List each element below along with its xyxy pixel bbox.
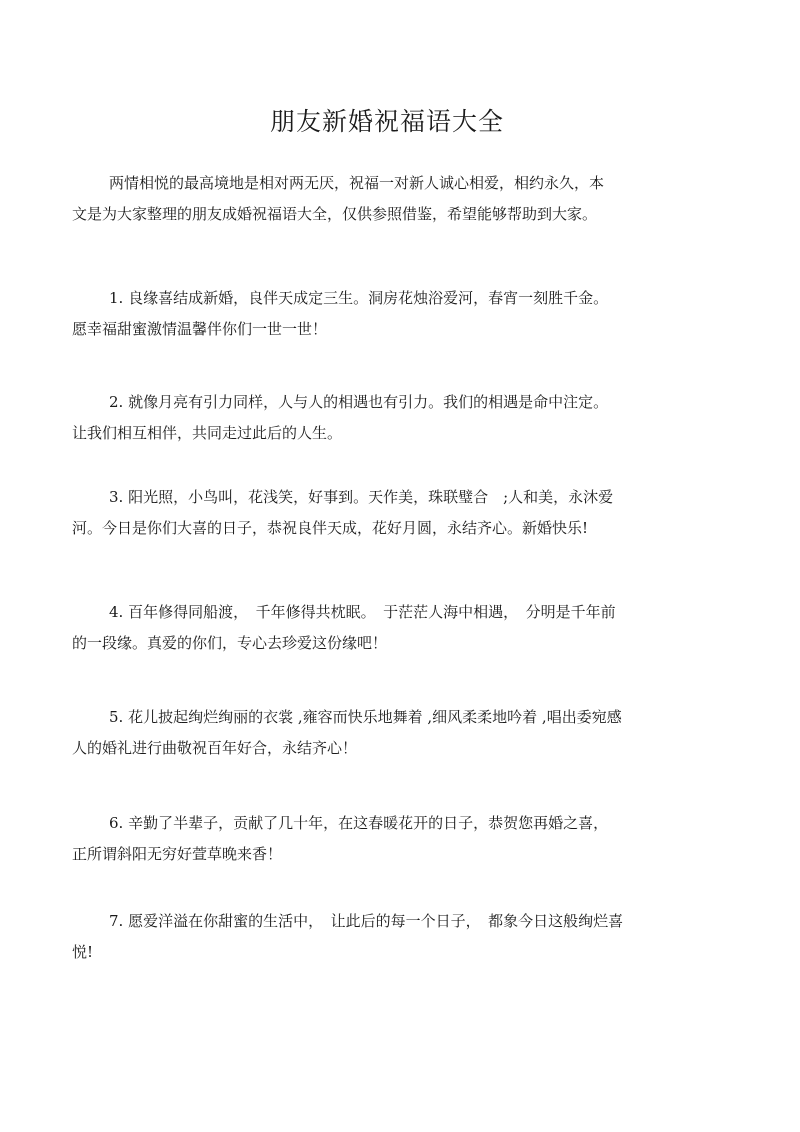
item-3-line-1: 3. 阳光照，小鸟叫，花浅笑，好事到。天作美，珠联璧合 ;人和美，永沐爱 [109, 488, 614, 506]
intro-paragraph [72, 174, 700, 224]
blessing-item-3 [72, 488, 700, 538]
document-title: 朋友新婚祝福语大全 [269, 107, 504, 136]
item-1-line-1: 1. 良缘喜结成新婚，良伴天成定三生。洞房花烛浴爱河，春宵一刻胜千金。 [109, 289, 609, 307]
item-7-line-2: 悦! [72, 943, 94, 961]
item-5-line-2: 人的婚礼进行曲敬祝百年好合，永结齐心！ [72, 739, 358, 757]
item-6-line-2: 正所谓斜阳无穷好萱草晚来香！ [72, 845, 283, 863]
item-4-line-1: 4. 百年修得同船渡， 千年修得共枕眠。 于茫茫人海中相遇， 分明是千年前 [109, 603, 616, 621]
item-5-line-1: 5. 花儿披起绚烂绚丽的衣裳 ,雍容而快乐地舞着 ,细风柔柔地吟着 ,唱出委宛感 [109, 708, 622, 726]
intro-line-1: 两情相悦的最高境地是相对两无厌，祝福一对新人诚心相爱，相约永久，本 [109, 174, 605, 192]
item-3-line-2: 河。今日是你们大喜的日子，恭祝良伴天成，花好月圆，永结齐心。新婚快乐! [72, 519, 589, 537]
blessing-item-1 [72, 289, 700, 339]
item-6-line-1: 6. 辛勤了半辈子，贡献了几十年，在这春暖花开的日子，恭贺您再婚之喜， [109, 814, 609, 832]
item-4-line-2: 的一段缘。真爱的你们，专心去珍爱这份缘吧！ [72, 634, 388, 652]
intro-line-2: 文是为大家整理的朋友成婚祝福语大全，仅供参照借鉴，希望能够帮助到大家。 [72, 205, 598, 223]
blessing-item-7 [72, 912, 700, 962]
blessing-item-2 [72, 393, 700, 443]
item-2-line-2: 让我们相互相伴，共同走过此后的人生。 [72, 424, 343, 442]
item-7-line-1: 7. 愿爱洋溢在你甜蜜的生活中， 让此后的每一个日子， 都象今日这般绚烂喜 [109, 912, 624, 930]
blessing-item-4 [72, 603, 700, 653]
item-1-line-2: 愿幸福甜蜜激情温馨伴你们一世一世！ [72, 320, 328, 338]
item-2-line-1: 2. 就像月亮有引力同样，人与人的相遇也有引力。我们的相遇是命中注定。 [109, 393, 609, 411]
blessing-item-5 [72, 708, 700, 758]
blessing-item-6 [72, 814, 700, 864]
